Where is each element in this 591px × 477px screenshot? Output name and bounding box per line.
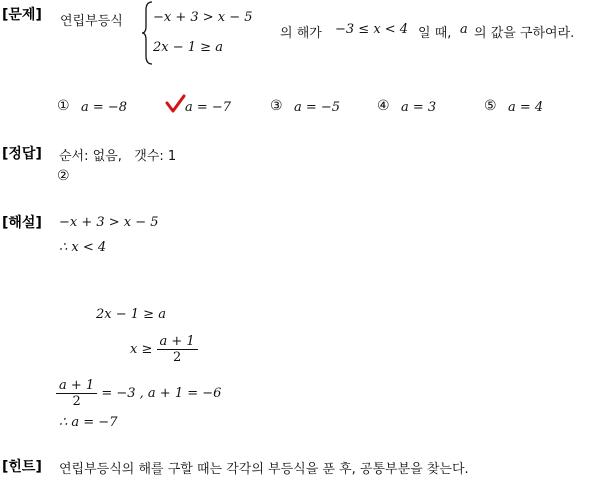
line4-lhs: x ≥ — [130, 342, 153, 357]
problem-label: [문제] — [2, 7, 42, 23]
fraction-denominator: 2 — [72, 394, 81, 409]
solution-line-2: ∴ x < 4 — [59, 240, 107, 255]
choice-4-value: a = 3 — [401, 100, 437, 115]
solution-condition: −3 ≤ x < 4 — [335, 22, 409, 37]
statement-part-c: 의 값을 구하여라. — [474, 26, 575, 41]
fraction-a-plus-1-over-2 — [157, 334, 198, 365]
choice-1-value: a = −8 — [81, 100, 128, 115]
fraction-numerator: a + 1 — [56, 378, 97, 394]
solution-line-6: ∴ a = −7 — [59, 415, 118, 430]
checkmark-icon — [164, 94, 186, 116]
choice-5-value: a = 4 — [508, 100, 544, 115]
hint-text: 연립부등식의 해를 구할 때는 각각의 부등식을 푼 후, 공통부분을 찾는다. — [59, 462, 469, 477]
line5-rhs: = −3 , a + 1 = −6 — [101, 386, 222, 401]
hint-label: [힌트] — [2, 459, 42, 475]
choice-1-number: ① — [57, 98, 70, 114]
fraction-a-plus-1-over-2 — [56, 378, 97, 409]
choice-2-value: a = −7 — [185, 100, 232, 115]
statement-part-a: 의 해가 — [280, 26, 322, 41]
solution-line-1: −x + 3 > x − 5 — [59, 215, 159, 230]
statement-part-b: 일 때, — [418, 26, 452, 41]
variable-a: a — [460, 22, 468, 37]
answer-value: ② — [57, 168, 70, 184]
inequality-1: −x + 3 > x − 5 — [153, 10, 253, 25]
answer-label: [정답] — [2, 146, 42, 162]
inequality-2: 2x − 1 ≥ a — [153, 40, 223, 55]
system-intro: 연립부등식 — [60, 14, 123, 29]
choice-3-number: ③ — [270, 98, 283, 114]
fraction-numerator: a + 1 — [157, 334, 198, 350]
solution-line-5 — [56, 378, 221, 409]
choice-4-number: ④ — [377, 98, 390, 114]
solution-line-3: 2x − 1 ≥ a — [96, 307, 166, 322]
solution-label: [해설] — [2, 215, 42, 231]
solution-line-4 — [130, 334, 198, 365]
fraction-denominator: 2 — [172, 350, 182, 365]
answer-info: 순서: 없음, 갯수: 1 — [59, 149, 177, 164]
choice-5-number: ⑤ — [484, 98, 497, 114]
choice-3-value: a = −5 — [294, 100, 341, 115]
